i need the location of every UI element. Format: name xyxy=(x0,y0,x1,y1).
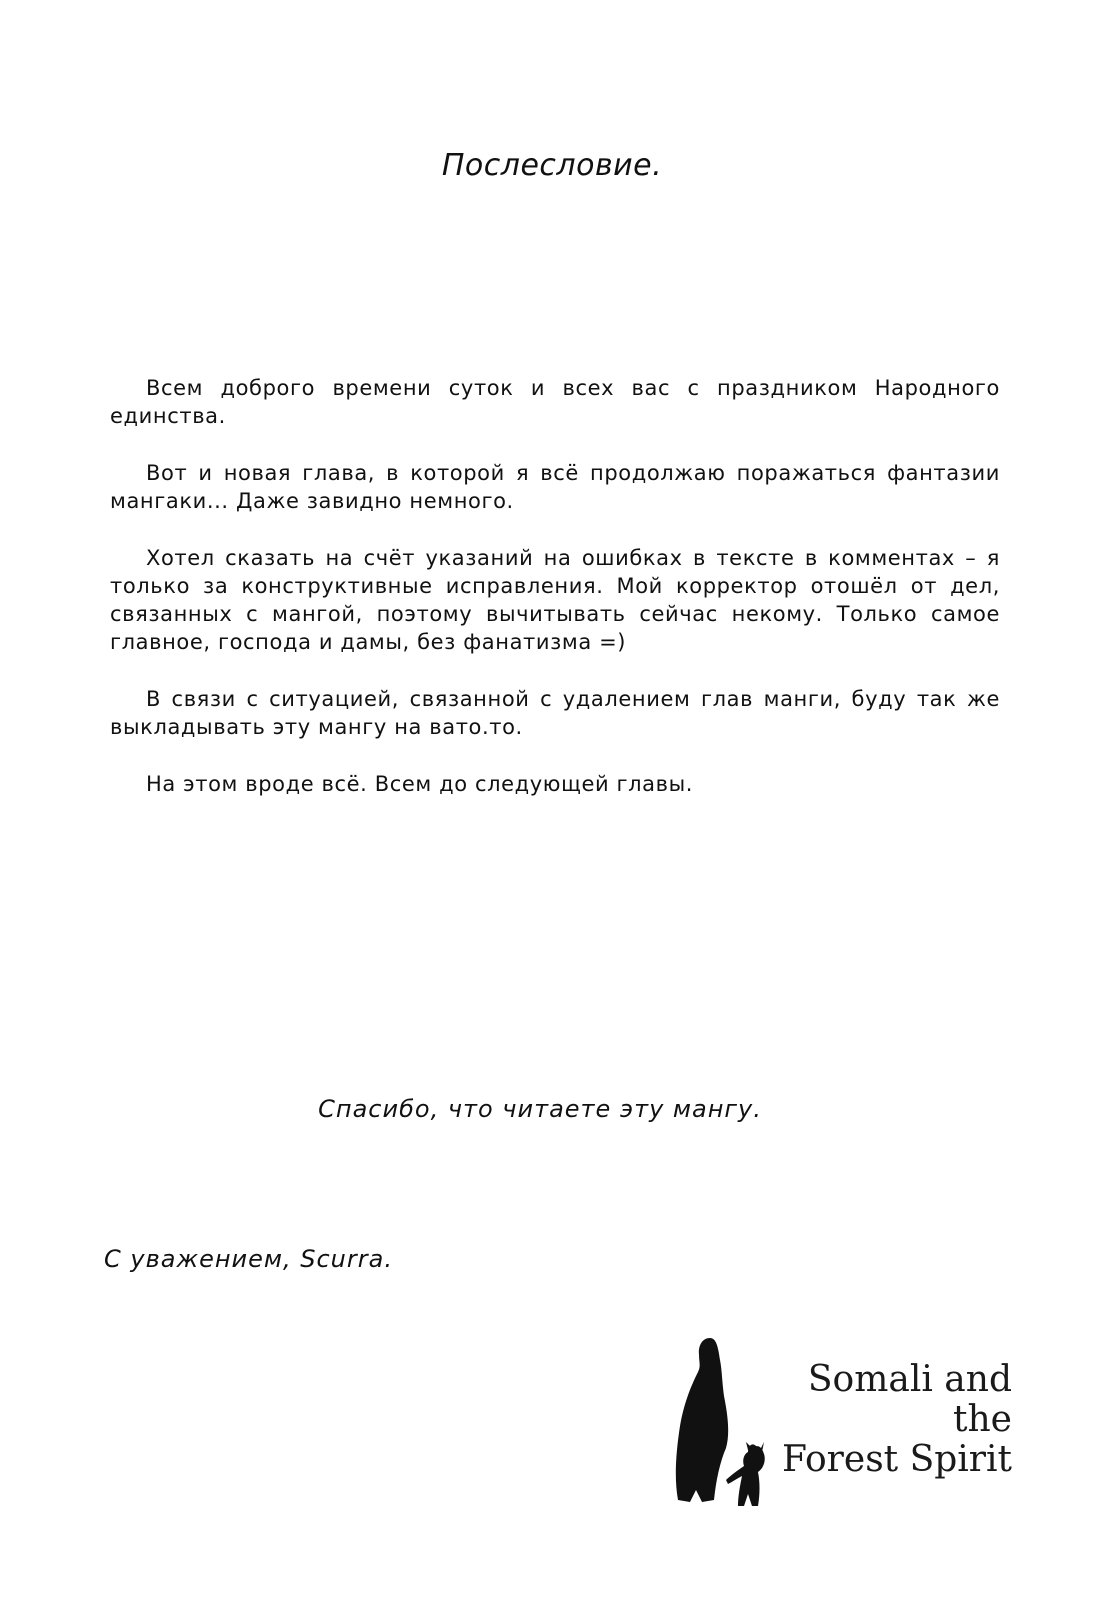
paragraph: Всем доброго времени суток и всех вас с праздником Народного единства. xyxy=(110,376,1000,428)
thanks-line: Спасибо, что читаете эту мангу. xyxy=(318,1095,762,1123)
page-title: Послесловие. xyxy=(441,148,663,183)
series-logo-line1: Somali and the xyxy=(807,1359,1012,1440)
paragraph: Вот и новая глава, в которой я всё продолжаю поражаться фантазии мангаки... Даже завидно немного. xyxy=(110,461,1000,513)
series-logo-text xyxy=(742,1360,1012,1480)
series-logo xyxy=(668,1330,1028,1520)
signature: С уважением, Scurra. xyxy=(104,1245,393,1273)
paragraph: В связи с ситуацией, связанной с удалением глав манги, буду так же выкладывать эту мангу на вато.то. xyxy=(110,687,1000,739)
paragraph: Хотел сказать на счёт указаний на ошибках в тексте в комментах – я только за конструктивные исправления. Мой корректор отошёл от дел, связанных с мангой, поэтому вычитывать сейчас некому. Только самое главное, господа и дамы, без фанатизма =) xyxy=(110,546,1000,654)
series-logo-line2: Forest Spirit xyxy=(782,1439,1012,1480)
paragraph: На этом вроде всё. Всем до следующей главы. xyxy=(146,772,694,796)
afterword-body xyxy=(110,374,1000,827)
